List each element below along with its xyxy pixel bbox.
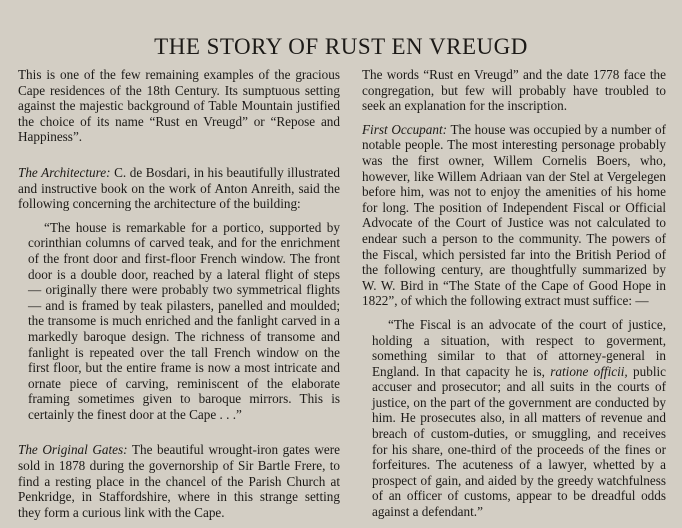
gates-paragraph	[18, 442, 340, 520]
intro-paragraph: This is one of the few remaining examples of the gracious Cape residences of the 18th Century. Its sumptuous setting against the majestic background of Table Mountain justified the choice of its name “Rust en Vreugd” or “Repose and Happiness”.	[18, 67, 340, 145]
occupant-paragraph	[362, 122, 666, 309]
gates-text: The beautiful wrought-iron gates were sold in 1878 during the governorship of Sir Bartle Frere, to find a resting place in the chancel of the Parish Church at Penkridge, in Staffordshire, where in this strange setting they form a curious link with the Cape.	[18, 442, 340, 520]
occupant-heading: First Occupant:	[362, 121, 448, 137]
page-title: THE STORY OF RUST EN VREUGD	[154, 34, 528, 59]
left-column	[18, 67, 340, 528]
architecture-paragraph	[18, 165, 340, 212]
fiscal-quote-latin: ratione officii,	[550, 363, 628, 379]
right-column	[362, 67, 666, 528]
fiscal-quote-part-b: public accuser and prosecutor; and all suits in the courts of justice, on the part of the government are conducted by him. He prosecutes also, in all matters of revenue and breach of custom-duties, or smuggling, and receives for his share, one-third of the proceeds of the fines or forfeitures. The acuteness of a lawyer, whetted by a prospect of gain, and aided by the greedy watchfulness of an officer of customs, appear to be dreadful odds against a defendant.”	[372, 363, 666, 520]
gates-heading: The Original Gates:	[18, 442, 128, 458]
fiscal-quote-part-a: “The Fiscal is an advocate of the court of justice, holding a situation, with respect to goverment, something similar to that of attorney-general in England. In that capacity he is,	[372, 316, 666, 379]
fiscal-quote	[362, 317, 666, 520]
architecture-text: C. de Bosdari, in his beautifully illustrated and instructive book on the work of Anton Anreith, said the following concerning the architecture of the building:	[18, 164, 340, 212]
architecture-quote: “The house is remarkable for a portico, supported by corinthian columns of carved teak, and for the enrichment of the front door and first-floor French window. The front door is a double door, reached by a lateral flight of steps — originally there were probably two symmetrical flights — and is framed by teak pilasters, panelled and moulded; the transome is much enriched and the fanlight carved in a markedly baroque design. The richness of transome and fanlight is repeated over the tall French window on the first floor, but the entire frame is now a most intricate and ornate piece of carving, reminiscent of the elaborate framing sometimes given to baroque mirrors. This is certainly the finest door at the Cape . . .”	[28, 219, 340, 422]
architecture-heading: The Architecture:	[18, 164, 111, 180]
occupant-text: The house was occupied by a number of notable people. The most interesting personage probably was the first owner, Willem Cornelis Boers, who, however, like Willem Adriaan van der Stel at Vergelegen before him, was not to enjoy the amenities of his home for long. The position of Independent Fiscal or Official Advocate of the Court of Justice was not calculated to endear such a person to the community. The powers of the Fiscal, which persisted far into the British Period of the following century, are thoughtfully summarized by W. W. Bird in “The State of the Cape of Good Hope in 1822”, of which the following extract must suffice: —	[362, 121, 667, 309]
inscription-paragraph: The words “Rust en Vreugd” and the date 1778 face the congregation, but few will probably have troubled to seek an explanation for the inscription.	[362, 67, 666, 114]
